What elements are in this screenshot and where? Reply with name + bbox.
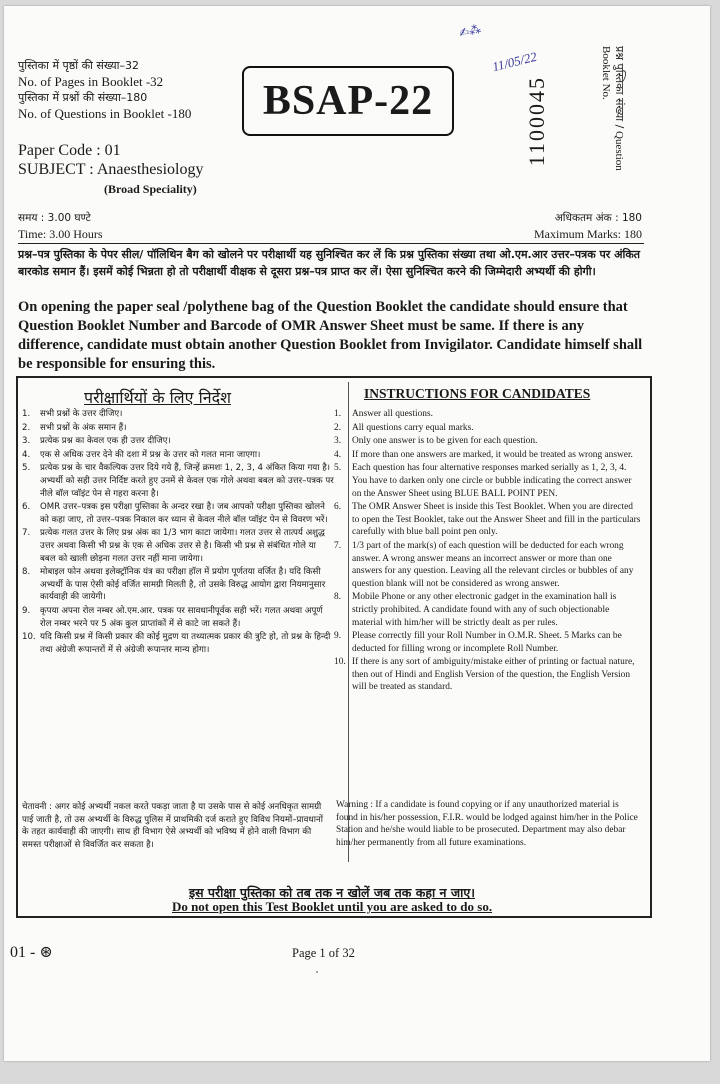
instruction-number: 7.	[22, 528, 31, 539]
instruction-item	[334, 422, 642, 435]
warning-english: Warning : If a candidate is found copying or if any unauthorized material is found in his/her possession, F.I.R. would be lodged against him/her in the Police Station and he/she would liable to be prosecuted. Department may also debar him/her permanently from all future examinations.	[336, 800, 638, 848]
instruction-number: 2.	[334, 422, 342, 433]
instruction-text: OMR उत्तर–पत्रक इस परीक्षा पुस्तिका के अन्दर रखा है। जब आपको परीक्षा पुस्तिका खोलने को कहा जाए, तो उत्तर–पत्रक निकाल कर ध्यान से केवल नीले बॉल प्वॉइंट पेन से विवरण भरें।	[40, 502, 328, 525]
divider-line	[18, 243, 644, 244]
instruction-text: प्रत्येक गलत उत्तर के लिए प्रश्न अंक का 1/3 भाग काटा जायेगा। गलत उत्तर से तात्पर्य अशुद्ध उत्तर अथवा किसी भी प्रश्न के एक से अधिक उत्तर से है। किसी भी प्रश्न से संबंधित गोले या बबल को खाली छोड़ना गलत उत्तर नहीं माना जायेगा।	[40, 528, 325, 564]
marks-info	[484, 210, 642, 242]
time-hindi: समय : 3.00 घण्टे	[18, 212, 91, 224]
instruction-number: 9.	[334, 631, 342, 642]
instruction-text: प्रत्येक प्रश्न के चार वैकल्पिक उत्तर दिये गये हैं, जिन्हें क्रमशः 1, 2, 3, 4 अंकित किया गया है। अभ्यर्थी को सही उत्तर निर्दिष्ट करते हुए उनमें से केवल एक गोले अथवा बबल को उत्तर–पत्रक पर नीले बॉल प्वॉइंट पेन से गहरा करना है।	[40, 463, 334, 499]
paper-info	[18, 141, 204, 179]
instruction-number: 7.	[334, 540, 342, 551]
instruction-text: 1/3 part of the mark(s) of each question will be deducted for each wrong answer. A wrong answer means an incorrect answer or more than one answers for any question. Leaving all the relevant circles or bubbles of any question blank will not be considered as wrong answer.	[352, 540, 634, 589]
instruction-number: 6.	[334, 502, 342, 513]
instruction-number: 2.	[22, 422, 31, 433]
instruction-text: Please correctly fill your Roll Number in O.M.R. Sheet. 5 Marks can be deducted for filling wrong or incomplete Roll Number.	[352, 631, 622, 654]
eng-pages: No. of Pages in Booklet -32	[18, 74, 164, 89]
instruction-item	[22, 449, 334, 462]
instructions-hindi-list	[22, 408, 334, 657]
eng-questions: No. of Questions in Booklet -180	[18, 106, 192, 121]
instruction-number: 5.	[334, 463, 342, 474]
instruction-item	[22, 631, 334, 656]
instruction-item	[22, 566, 334, 604]
instruction-text: All questions carry equal marks.	[352, 422, 474, 433]
instruction-item	[22, 501, 334, 526]
broad-speciality: (Broad Speciality)	[104, 182, 197, 196]
instruction-number: 5.	[22, 463, 31, 474]
handwritten-signature: ✍︎⁂	[457, 21, 483, 41]
instruction-item	[334, 408, 642, 421]
notice-hindi: प्रश्न–पत्र पुस्तिका के पेपर सील/ पॉलिथिन बैग को खोलने पर परीक्षार्थी यह सुनिश्चित कर लें कि प्रश्न पुस्तिका संख्या तथा ओ.एम.आर उत्तर–पत्रक पर अंकित बारकोड समान हैं। इसमें कोई भिन्नता हो तो परीक्षार्थी वीक्षक से दूसरा प्रश्न–पत्र प्राप्त कर लें। ऐसा सुनिश्चित करने की जिम्मेदारी अभ्यर्थी की होगी।	[18, 248, 641, 278]
signature-date: 11/05/22	[490, 48, 539, 75]
instruction-number: 4.	[22, 449, 31, 460]
time-info	[18, 210, 103, 242]
question-booklet-no-label	[599, 46, 626, 196]
instruction-item	[22, 462, 334, 500]
serial-number-block	[524, 76, 594, 196]
instruction-text: सभी प्रश्नों के अंक समान हैं।	[40, 422, 127, 433]
instruction-item	[22, 408, 334, 421]
footer-code: 01 - ⊛	[10, 944, 53, 961]
instruction-item	[334, 462, 642, 500]
marks-eng: Maximum Marks: 180	[534, 227, 642, 241]
instruction-text: The OMR Answer Sheet is inside this Test Booklet. When you are directed to open the Test Booklet, take out the Answer Sheet and fill in the particulars carefully with blue ball point pen only.	[352, 502, 641, 538]
warning-hindi: चेतावनी : अगर कोई अभ्यर्थी नकल करते पकड़ा जाता है या उसके पास से कोई अनधिकृत सामग्री पाई जाती है, तो उस अभ्यर्थी के विरुद्ध पुलिस में प्राथमिकी दर्ज कराते हुए विविध नियमों–प्रावधानों के तहत कार्यवाही की जाएगी। साथ ही विभाग ऐसे अभ्यर्थी को भविष्य में होने वाली विभाग की समस्त परीक्षाओं से विवर्जित कर सकता है।	[22, 802, 323, 850]
subject: SUBJECT : Anaesthesiology	[18, 161, 204, 178]
instruction-item	[22, 435, 334, 448]
instruction-text: Only one answer is to be given for each question.	[352, 436, 538, 447]
instruction-number: 6.	[22, 502, 31, 513]
do-not-open-hindi: इस परीक्षा पुस्तिका को तब तक न खोलें जब तक कहा न जाए।	[188, 885, 476, 900]
instruction-text: If there is any sort of ambiguity/mistake either of printing or factual nature, then out of Hindi and English Version of the question, the English Version will be treated as standard.	[352, 657, 635, 693]
hindi-questions: पुस्तिका में प्रश्नों की संख्या–180	[18, 91, 148, 104]
instruction-item	[334, 501, 642, 539]
instruction-item	[334, 591, 642, 629]
instruction-text: Mobile Phone or any other electronic gadget in the examination hall is strictly prohibited. A candidate found with any of such objectionable material with him/her will be strictly dealt as per rules.	[352, 592, 617, 628]
instruction-item	[22, 527, 334, 565]
page-number: Page 1 of 32	[292, 946, 355, 960]
instruction-text: If more than one answers are marked, it would be treated as wrong answer.	[352, 449, 633, 460]
marks-hindi: अधिकतम अंक : 180	[554, 212, 642, 224]
instruction-item	[334, 449, 642, 462]
instruction-number: 8.	[22, 567, 31, 578]
instruction-number: 10.	[334, 657, 346, 668]
booklet-code: BSAP-22	[242, 66, 454, 136]
instruction-text: Each question has four alternative responses marked serially as 1, 2, 3, 4. You have to darken only one circle or bubble indicating the correct answer on the Answer Sheet using BLUE BALL POINT PEN.	[352, 463, 632, 499]
exam-booklet-cover	[4, 6, 710, 1061]
instruction-text: Answer all questions.	[352, 409, 433, 419]
instructions-title-english: INSTRUCTIONS FOR CANDIDATES	[364, 386, 591, 401]
instruction-text: यदि किसी प्रश्न में किसी प्रकार की कोई मुद्रण या तथ्यात्मक प्रकार की त्रुटि हो, तो प्रश्न के हिन्दी तथा अंग्रेजी रूपान्तरों में से अंग्रेजी रूपान्तर मान्य होगा।	[40, 632, 331, 655]
instruction-number: 4.	[334, 449, 342, 460]
instruction-text: सभी प्रश्नों के उत्तर दीजिए।	[40, 409, 123, 419]
instruction-item	[334, 435, 642, 448]
instruction-number: 3.	[22, 436, 31, 447]
notice-english: On opening the paper seal /polythene bag of the Question Booklet the candidate should ensure that Question Booklet Number and Barcode of OMR Answer Sheet must be same. If there is any difference, candidate must obtain another Question Booklet from Invigilator. Candidate himself shall be responsible for ensuring this.	[18, 299, 643, 372]
instruction-number: 10.	[22, 632, 36, 643]
instruction-number: 3.	[334, 436, 342, 447]
paper-code: Paper Code : 01	[18, 142, 121, 159]
serial-number: 1100045	[524, 76, 549, 167]
instruction-number: 9.	[22, 605, 31, 616]
instruction-item	[22, 605, 334, 630]
instruction-text: एक से अधिक उत्तर देने की दशा में प्रश्न के उत्तर को गलत माना जाएगा।	[40, 449, 261, 460]
vertical-label-hindi: प्रश्न पुस्तिका संख्या /	[613, 46, 626, 129]
do-not-open-english: Do not open this Test Booklet until you are asked to do so.	[171, 899, 493, 914]
hindi-pages: पुस्तिका में पृष्ठों की संख्या–32	[18, 59, 139, 72]
scan-dot	[316, 971, 318, 973]
vertical-label-eng: Question Booklet No.	[600, 46, 625, 171]
instruction-number: 1.	[22, 409, 31, 419]
instruction-text: मोबाइल फोन अथवा इलेक्ट्रॉनिक यंत्र का परीक्षा हॉल में प्रयोग पूर्णतया वर्जित है। यदि किसी अभ्यर्थी के पास ऐसी कोई वर्जित सामग्री मिलती है, तो उसके विरुद्ध आयोग द्वारा नियमानुसार कार्यवाही की जायेगी।	[40, 567, 326, 603]
instruction-number: 8.	[334, 592, 342, 603]
instruction-item	[334, 540, 642, 590]
instruction-item	[334, 656, 642, 694]
instruction-text: कृपया अपना रोल नम्बर ओ.एम.आर. पत्रक पर सावधानीपूर्वक सही भरें। गलत अथवा अपूर्ण रोल नम्बर भरने पर 5 अंक कुल प्राप्तांकों में से काटे जा सकते हैं।	[40, 605, 323, 629]
instruction-item	[334, 630, 642, 655]
instruction-text: प्रत्येक प्रश्न का केवल एक ही उत्तर दीजिए।	[40, 436, 171, 447]
instructions-english-list	[334, 408, 642, 695]
booklet-meta	[18, 58, 248, 122]
instruction-item	[22, 422, 334, 435]
instructions-title-hindi: परीक्षार्थियों के लिए निर्देश	[84, 388, 231, 407]
time-eng: Time: 3.00 Hours	[18, 227, 103, 241]
instruction-number: 1.	[334, 409, 342, 419]
